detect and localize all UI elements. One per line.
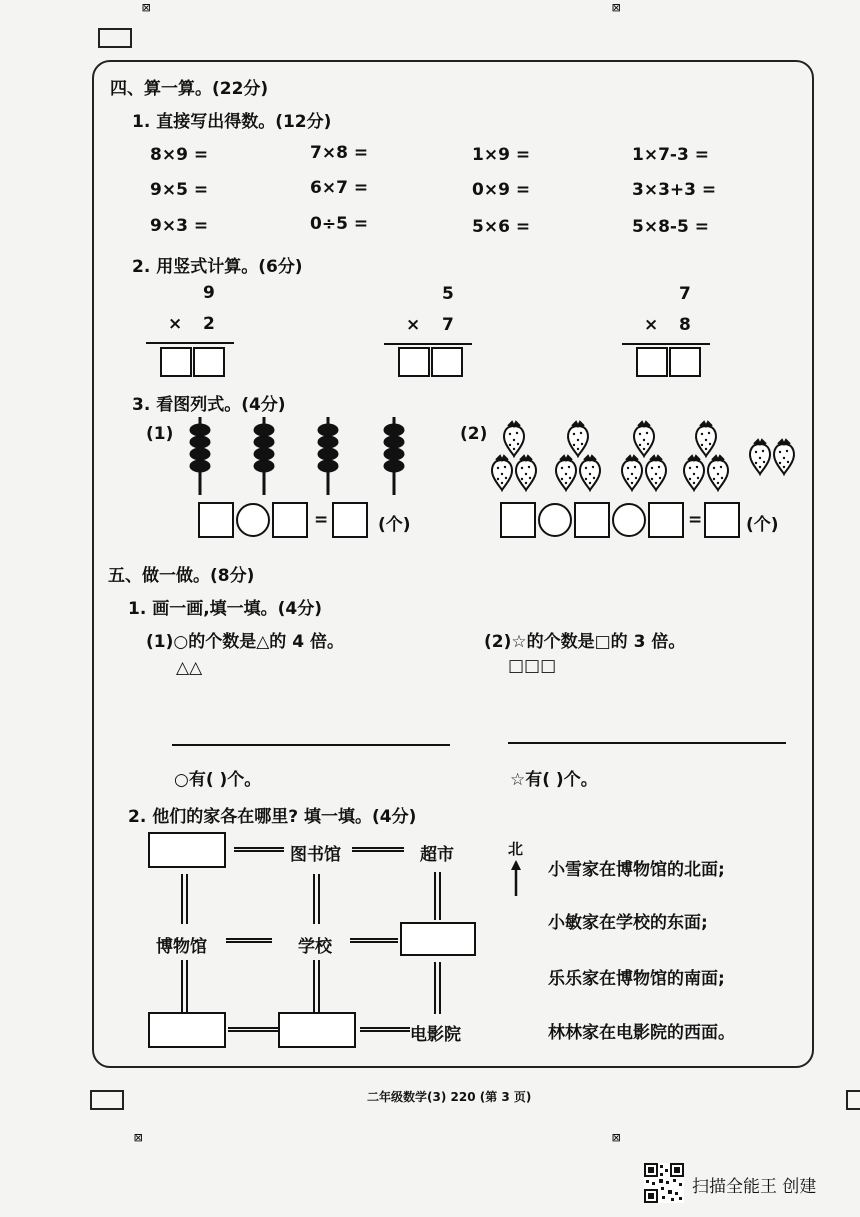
north-arrow-icon	[508, 858, 524, 898]
answer-box[interactable]	[669, 347, 701, 377]
result-line	[384, 343, 472, 345]
q5-1-title: 1. 画一画,填一填。(4分)	[128, 599, 323, 619]
road	[434, 962, 441, 1014]
road	[181, 960, 188, 1012]
answer-box[interactable]	[704, 502, 740, 538]
berry-group	[750, 440, 794, 474]
qr-code-icon	[644, 1163, 684, 1203]
multiplier: 2	[203, 314, 215, 334]
house-box-south[interactable]	[148, 1012, 226, 1048]
berry-group	[684, 422, 728, 490]
problem: 1×9 =	[472, 145, 531, 165]
q1-title: 1. 直接写出得数。(12分)	[132, 112, 332, 132]
road	[434, 872, 441, 920]
square-shapes: □□□	[508, 656, 557, 676]
operator: ×	[168, 314, 183, 334]
q5-2-title: 2. 他们的家各在哪里? 填一填。(4分)	[128, 807, 417, 827]
clue: 小雪家在博物馆的北面;	[548, 860, 725, 880]
page-label: 二年级数学(3) 220 (第 3 页)	[367, 1090, 532, 1104]
clue: 林林家在电影院的西面。	[548, 1023, 735, 1043]
answer-box[interactable]	[272, 502, 308, 538]
right-answer: ☆有( )个。	[510, 770, 598, 790]
operator-circle[interactable]	[612, 503, 646, 537]
q2-title: 2. 用竖式计算。(6分)	[132, 257, 303, 277]
result-line	[146, 342, 234, 344]
problem-label: (2)	[460, 424, 488, 444]
berry-group	[492, 422, 536, 490]
corner-tab	[98, 28, 132, 48]
problem: 5×6 =	[472, 217, 531, 237]
cinema-label: 电影院	[410, 1025, 461, 1045]
problem: 5×8-5 =	[632, 217, 709, 237]
school-label: 学校	[298, 937, 332, 957]
museum-label: 博物馆	[156, 937, 207, 957]
library-label: 图书馆	[290, 845, 341, 865]
multiplicand: 9	[203, 283, 215, 303]
registration-mark: ⊠	[134, 1130, 143, 1146]
problem: 3×3+3 =	[632, 180, 717, 200]
problem: 1×7-3 =	[632, 145, 709, 165]
answer-box[interactable]	[648, 502, 684, 538]
operator: ×	[644, 315, 659, 335]
registration-mark: ⊠	[612, 1130, 621, 1146]
berry-group	[622, 422, 666, 490]
problem: 6×7 =	[310, 178, 369, 198]
road	[226, 938, 272, 943]
problem: 9×5 =	[150, 180, 209, 200]
unit-label: (个)	[746, 515, 779, 535]
bead-rod	[384, 417, 404, 495]
operator-circle[interactable]	[538, 503, 572, 537]
answer-box[interactable]	[500, 502, 536, 538]
problem: 0×9 =	[472, 180, 531, 200]
answer-box[interactable]	[636, 347, 668, 377]
operator: ×	[406, 315, 421, 335]
answer-box[interactable]	[574, 502, 610, 538]
house-box-northwest[interactable]	[148, 832, 226, 868]
registration-mark: ⊠	[612, 0, 621, 16]
bead-rod	[190, 417, 210, 495]
house-box-west-of-cinema[interactable]	[278, 1012, 356, 1048]
right-prompt: (2)☆的个数是□的 3 倍。	[484, 632, 686, 652]
answer-box[interactable]	[193, 347, 225, 377]
operator-circle[interactable]	[236, 503, 270, 537]
section4-title: 四、算一算。(22分)	[110, 79, 269, 99]
drawing-line	[508, 742, 786, 744]
road	[228, 1027, 278, 1032]
corner-tab	[846, 1090, 860, 1110]
problem: 9×3 =	[150, 216, 209, 236]
drawing-line	[172, 744, 450, 746]
problem: 8×9 =	[150, 145, 209, 165]
clue: 乐乐家在博物馆的南面;	[548, 969, 725, 989]
watermark-text: 扫描全能王 创建	[692, 1177, 817, 1197]
answer-box[interactable]	[398, 347, 430, 377]
road	[350, 938, 398, 943]
road	[313, 874, 320, 924]
problem-label: (1)	[146, 424, 174, 444]
problem: 0÷5 =	[310, 214, 369, 234]
road	[352, 847, 404, 852]
corner-tab	[90, 1090, 124, 1110]
section5-title: 五、做一做。(8分)	[108, 566, 255, 586]
answer-box[interactable]	[431, 347, 463, 377]
berry-group	[556, 422, 600, 490]
left-prompt: (1)○的个数是△的 4 倍。	[146, 632, 344, 652]
bead-rod	[254, 417, 274, 495]
multiplier: 7	[442, 315, 454, 335]
multiplicand: 5	[442, 284, 454, 304]
house-box-east-of-school[interactable]	[400, 922, 476, 956]
north-label: 北	[508, 840, 524, 858]
q3-title: 3. 看图列式。(4分)	[132, 395, 286, 415]
equals-sign: =	[314, 510, 329, 530]
road	[181, 874, 188, 924]
multiplicand: 7	[679, 284, 691, 304]
answer-box[interactable]	[332, 502, 368, 538]
result-line	[622, 343, 710, 345]
unit-label: (个)	[378, 515, 411, 535]
supermarket-label: 超市	[420, 845, 454, 865]
equals-sign: =	[688, 510, 703, 530]
multiplier: 8	[679, 315, 691, 335]
answer-box[interactable]	[160, 347, 192, 377]
road	[234, 847, 284, 852]
bead-rod	[318, 417, 338, 495]
answer-box[interactable]	[198, 502, 234, 538]
problem: 7×8 =	[310, 143, 369, 163]
clue: 小敏家在学校的东面;	[548, 913, 708, 933]
strawberries-illustration	[488, 420, 800, 492]
left-answer: ○有( )个。	[174, 770, 262, 790]
road	[313, 960, 320, 1012]
abacus-beads-illustration	[180, 415, 420, 497]
registration-mark: ⊠	[142, 0, 151, 16]
road	[360, 1027, 410, 1032]
triangle-shapes: △△	[176, 658, 203, 678]
